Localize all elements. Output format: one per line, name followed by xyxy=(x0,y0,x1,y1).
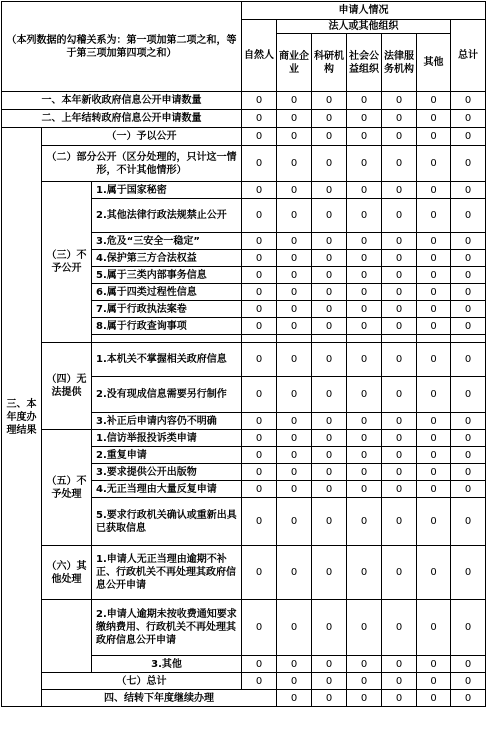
cell: 0 xyxy=(277,301,312,318)
cell: 0 xyxy=(277,146,312,182)
cell: 0 xyxy=(312,301,347,318)
cell: 0 xyxy=(242,498,277,546)
legal-service-header: 法律服务机构 xyxy=(382,34,417,92)
cell: 0 xyxy=(312,413,347,430)
cell: 0 xyxy=(312,464,347,481)
cell: 0 xyxy=(417,600,451,656)
cell: 0 xyxy=(451,182,486,199)
cell: 0 xyxy=(451,546,486,600)
cell: 0 xyxy=(242,673,277,690)
cell: 0 xyxy=(382,146,417,182)
table-row xyxy=(2,92,486,110)
cell: 0 xyxy=(451,377,486,413)
cell: 0 xyxy=(242,301,277,318)
cell: 0 xyxy=(382,498,417,546)
cell: 0 xyxy=(242,233,277,250)
cell xyxy=(382,335,417,343)
cell: 0 xyxy=(277,110,312,128)
row-label: 2.没有现成信息需要另行制作 xyxy=(92,377,242,413)
cell: 0 xyxy=(277,413,312,430)
cell: 0 xyxy=(417,690,451,707)
cell xyxy=(347,335,382,343)
cell: 0 xyxy=(417,413,451,430)
cell: 0 xyxy=(242,128,277,146)
cell: 0 xyxy=(417,128,451,146)
row-label: 2.其他法律行政法规禁止公开 xyxy=(92,199,242,233)
cell: 0 xyxy=(242,377,277,413)
row-label: 3.要求提供公开出版物 xyxy=(92,464,242,481)
cell: 0 xyxy=(382,233,417,250)
cell: 0 xyxy=(382,481,417,498)
cell: 0 xyxy=(347,481,382,498)
cell: 0 xyxy=(277,656,312,673)
legal-or-other-header: 法人或其他组织 xyxy=(277,20,451,34)
cell: 0 xyxy=(417,301,451,318)
cell: 0 xyxy=(347,199,382,233)
row-label: （二）部分公开（区分处理的，只计这一情形，不计其他情形） xyxy=(42,146,242,182)
group-label: （四）无法提供 xyxy=(42,343,92,430)
table-note: （本列数据的勾稽关系为：第一项加第二项之和，等于第三项加第四项之和） xyxy=(2,2,242,92)
cell: 0 xyxy=(277,464,312,481)
row-label: 5.属于三类内部事务信息 xyxy=(92,267,242,284)
cell: 0 xyxy=(347,110,382,128)
cell: 0 xyxy=(382,377,417,413)
cell: 0 xyxy=(347,233,382,250)
cell: 0 xyxy=(451,284,486,301)
cell: 0 xyxy=(277,284,312,301)
cell: 0 xyxy=(417,182,451,199)
group-label: （六）其他处理 xyxy=(42,546,92,600)
social-welfare-header: 社会公益组织 xyxy=(347,34,382,92)
row-label: 2.重复申请 xyxy=(92,447,242,464)
table-row xyxy=(2,128,486,146)
cell: 0 xyxy=(277,447,312,464)
table-row xyxy=(2,182,486,199)
cell: 0 xyxy=(312,318,347,335)
cell: 0 xyxy=(277,600,312,656)
cell: 0 xyxy=(312,250,347,267)
cell: 0 xyxy=(382,301,417,318)
cell: 0 xyxy=(382,600,417,656)
cell: 0 xyxy=(347,267,382,284)
cell: 0 xyxy=(417,267,451,284)
cell: 0 xyxy=(417,673,451,690)
row-label: 4.无正当理由大量反复申请 xyxy=(92,481,242,498)
cell: 0 xyxy=(277,267,312,284)
row-label: 2.申请人逾期未按收费通知要求缴纳费用、行政机关不再处理其政府信息公开申请 xyxy=(92,600,242,656)
cell: 0 xyxy=(451,318,486,335)
cell: 0 xyxy=(277,250,312,267)
cell: 0 xyxy=(417,498,451,546)
cell: 0 xyxy=(242,600,277,656)
cell: 0 xyxy=(277,498,312,546)
cell: 0 xyxy=(417,318,451,335)
cell: 0 xyxy=(451,92,486,110)
cell: 0 xyxy=(347,464,382,481)
row-label: 8.属于行政查询事项 xyxy=(92,318,242,335)
cell: 0 xyxy=(451,233,486,250)
row-label: 1.属于国家秘密 xyxy=(92,182,242,199)
cell: 0 xyxy=(312,690,347,707)
cell: 0 xyxy=(242,447,277,464)
cell: 0 xyxy=(277,128,312,146)
row-label: 6.属于四类过程性信息 xyxy=(92,284,242,301)
cell: 0 xyxy=(312,233,347,250)
cell: 0 xyxy=(312,343,347,377)
row-label: 四、结转下年度继续办理 xyxy=(42,690,277,707)
cell xyxy=(451,335,486,343)
cell: 0 xyxy=(382,318,417,335)
cell: 0 xyxy=(382,343,417,377)
row-label: 1.申请人无正当理由逾期不补正、行政机关不再处理其政府信息公开申请 xyxy=(92,546,242,600)
cell: 0 xyxy=(312,146,347,182)
cell: 0 xyxy=(382,267,417,284)
cell: 0 xyxy=(451,250,486,267)
cell: 0 xyxy=(312,110,347,128)
cell: 0 xyxy=(312,377,347,413)
cell: 0 xyxy=(417,656,451,673)
cell: 0 xyxy=(417,250,451,267)
cell: 0 xyxy=(242,182,277,199)
cell: 0 xyxy=(451,690,486,707)
cell: 0 xyxy=(417,430,451,447)
cell: 0 xyxy=(242,92,277,110)
cell: 0 xyxy=(451,110,486,128)
cell: 0 xyxy=(312,199,347,233)
cell: 0 xyxy=(347,413,382,430)
row-label: 3.补正后申请内容仍不明确 xyxy=(92,413,242,430)
table-row xyxy=(2,600,486,656)
cell xyxy=(312,335,347,343)
cell: 0 xyxy=(242,656,277,673)
cell: 0 xyxy=(312,673,347,690)
other-header: 其他 xyxy=(417,34,451,92)
row-label: （一）予以公开 xyxy=(42,128,242,146)
cell: 0 xyxy=(451,343,486,377)
cell: 0 xyxy=(451,464,486,481)
row-label: 5.要求行政机关确认或重新出具已获取信息 xyxy=(92,498,242,546)
cell: 0 xyxy=(312,92,347,110)
total-header: 总计 xyxy=(451,20,486,92)
cell: 0 xyxy=(242,284,277,301)
table-row xyxy=(2,673,486,690)
cell: 0 xyxy=(451,301,486,318)
cell: 0 xyxy=(347,284,382,301)
row-label: （七）总计 xyxy=(42,673,242,690)
row-label: 一、本年新收政府信息公开申请数量 xyxy=(2,92,242,110)
cell xyxy=(417,335,451,343)
cell: 0 xyxy=(347,600,382,656)
cell: 0 xyxy=(347,656,382,673)
cell: 0 xyxy=(451,673,486,690)
cell: 0 xyxy=(277,233,312,250)
cell: 0 xyxy=(277,481,312,498)
table-row xyxy=(2,146,486,182)
cell: 0 xyxy=(347,250,382,267)
cell: 0 xyxy=(347,673,382,690)
cell: 0 xyxy=(312,430,347,447)
cell: 0 xyxy=(312,498,347,546)
row-label: 1.信访举报投诉类申请 xyxy=(92,430,242,447)
group-label-empty xyxy=(42,600,92,673)
cell: 0 xyxy=(347,343,382,377)
cell: 0 xyxy=(312,481,347,498)
cell: 0 xyxy=(277,343,312,377)
cell: 0 xyxy=(242,546,277,600)
cell: 0 xyxy=(417,146,451,182)
research-header: 科研机构 xyxy=(312,34,347,92)
cell: 0 xyxy=(451,656,486,673)
cell: 0 xyxy=(242,464,277,481)
cell xyxy=(242,335,277,343)
cell: 0 xyxy=(312,600,347,656)
cell: 0 xyxy=(242,481,277,498)
table-row xyxy=(2,110,486,128)
cell: 0 xyxy=(347,546,382,600)
cell: 0 xyxy=(417,464,451,481)
group-label: （五）不予处理 xyxy=(42,430,92,546)
cell: 0 xyxy=(347,430,382,447)
cell: 0 xyxy=(242,267,277,284)
cell: 0 xyxy=(312,447,347,464)
cell: 0 xyxy=(417,199,451,233)
row-label: 7.属于行政执法案卷 xyxy=(92,301,242,318)
cell: 0 xyxy=(242,250,277,267)
cell: 0 xyxy=(417,110,451,128)
cell: 0 xyxy=(451,146,486,182)
cell: 0 xyxy=(312,656,347,673)
disclosure-table xyxy=(1,1,486,707)
cell: 0 xyxy=(417,481,451,498)
cell: 0 xyxy=(382,464,417,481)
cell: 0 xyxy=(277,546,312,600)
row-label: 3.危及“三安全一稳定” xyxy=(92,233,242,250)
cell: 0 xyxy=(382,447,417,464)
cell: 0 xyxy=(451,481,486,498)
cell: 0 xyxy=(312,182,347,199)
cell: 0 xyxy=(382,690,417,707)
cell: 0 xyxy=(417,447,451,464)
row-label: 二、上年结转政府信息公开申请数量 xyxy=(2,110,242,128)
cell: 0 xyxy=(451,600,486,656)
cell: 0 xyxy=(277,318,312,335)
natural-person-header: 自然人 xyxy=(242,20,277,92)
cell xyxy=(277,335,312,343)
cell: 0 xyxy=(382,546,417,600)
cell: 0 xyxy=(451,128,486,146)
table-row xyxy=(2,430,486,447)
table-row xyxy=(2,690,486,707)
cell: 0 xyxy=(382,110,417,128)
cell: 0 xyxy=(382,656,417,673)
cell: 0 xyxy=(382,430,417,447)
table-row xyxy=(2,343,486,377)
cell: 0 xyxy=(382,92,417,110)
cell: 0 xyxy=(277,430,312,447)
spacer-cell xyxy=(92,335,242,343)
cell: 0 xyxy=(451,447,486,464)
cell: 0 xyxy=(417,377,451,413)
cell: 0 xyxy=(451,199,486,233)
cell: 0 xyxy=(277,377,312,413)
cell: 0 xyxy=(417,284,451,301)
cell: 0 xyxy=(347,690,382,707)
cell: 0 xyxy=(451,498,486,546)
cell: 0 xyxy=(451,267,486,284)
cell: 0 xyxy=(277,690,312,707)
cell: 0 xyxy=(347,301,382,318)
cell: 0 xyxy=(242,199,277,233)
cell: 0 xyxy=(382,199,417,233)
row-label: 3.其他 xyxy=(92,656,242,673)
cell: 0 xyxy=(277,199,312,233)
applicant-info-header: 申请人情况 xyxy=(242,2,486,20)
cell: 0 xyxy=(277,182,312,199)
cell: 0 xyxy=(417,546,451,600)
cell: 0 xyxy=(347,498,382,546)
cell: 0 xyxy=(347,146,382,182)
cell: 0 xyxy=(382,673,417,690)
table-row xyxy=(2,546,486,600)
cell: 0 xyxy=(312,546,347,600)
cell: 0 xyxy=(451,430,486,447)
cell: 0 xyxy=(312,128,347,146)
cell: 0 xyxy=(451,413,486,430)
group-label: （三）不予公开 xyxy=(42,182,92,343)
cell: 0 xyxy=(242,343,277,377)
commercial-header: 商业企业 xyxy=(277,34,312,92)
cell: 0 xyxy=(347,377,382,413)
cell: 0 xyxy=(277,92,312,110)
cell: 0 xyxy=(347,128,382,146)
row-label: 1.本机关不掌握相关政府信息 xyxy=(92,343,242,377)
cell: 0 xyxy=(347,318,382,335)
cell: 0 xyxy=(382,284,417,301)
cell: 0 xyxy=(347,92,382,110)
section3-label: 三、本年度办理结果 xyxy=(2,128,42,707)
cell: 0 xyxy=(382,413,417,430)
cell: 0 xyxy=(382,128,417,146)
cell: 0 xyxy=(242,110,277,128)
cell: 0 xyxy=(382,182,417,199)
cell: 0 xyxy=(242,146,277,182)
cell: 0 xyxy=(417,233,451,250)
cell: 0 xyxy=(417,92,451,110)
cell: 0 xyxy=(347,182,382,199)
cell: 0 xyxy=(417,343,451,377)
cell: 0 xyxy=(242,430,277,447)
cell: 0 xyxy=(312,284,347,301)
cell: 0 xyxy=(382,250,417,267)
cell: 0 xyxy=(242,413,277,430)
cell: 0 xyxy=(242,318,277,335)
row-label: 4.保护第三方合法权益 xyxy=(92,250,242,267)
cell: 0 xyxy=(312,267,347,284)
cell: 0 xyxy=(347,447,382,464)
cell: 0 xyxy=(277,673,312,690)
